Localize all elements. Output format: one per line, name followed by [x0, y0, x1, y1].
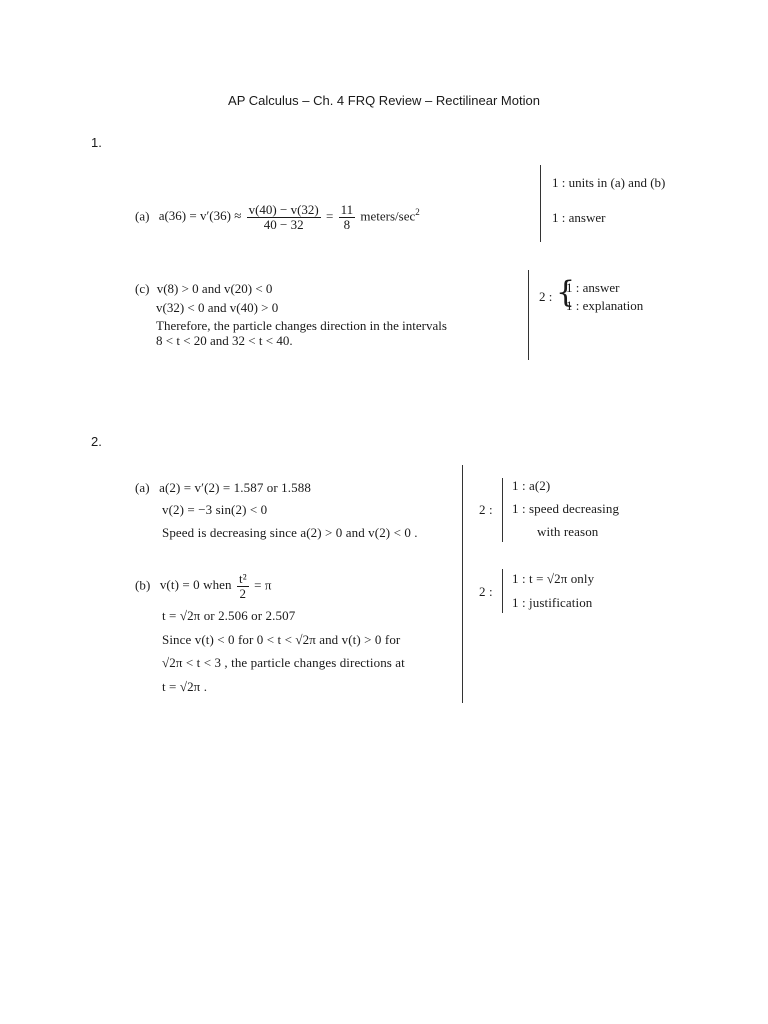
q1c-line-2: v(32) < 0 and v(40) > 0: [156, 300, 279, 315]
q2b-frac-numerator: t²: [239, 571, 247, 586]
q1c-rubric-line-1: 1 : answer: [566, 280, 620, 295]
q1c-rubric-line-2: 1 : explanation: [566, 298, 644, 313]
q1a-rubric-line-2: 1 : answer: [552, 210, 606, 225]
q1a-label: (a): [135, 208, 150, 224]
q1c-rubric-brace: {: [556, 275, 576, 310]
q2a-rubric-line-1: 1 : a(2): [512, 478, 551, 493]
q2a-label: (a): [135, 480, 150, 495]
q1a-lhs: a(36) = v′(36) ≈: [158, 208, 242, 224]
q1-part-a: [135, 203, 420, 232]
q2-part-b: [135, 572, 272, 601]
q1c-label: (c): [135, 281, 150, 296]
q1a-frac2-denominator: 8: [343, 217, 351, 232]
q1a-unit-exponent: 2: [415, 207, 420, 218]
q2b-line-2: t = √2π or 2.506 or 2.507: [162, 608, 296, 623]
q1a-frac1-denominator: 40 − 32: [263, 217, 304, 232]
q1a-unit: meters/sec: [360, 208, 416, 224]
q1c-line-1: v(8) > 0 and v(20) < 0: [156, 281, 273, 296]
q2b-fraction: [237, 572, 249, 601]
q1a-frac2-numerator: 11: [340, 202, 354, 217]
q1a-rubric-line-1: 1 : units in (a) and (b): [552, 175, 666, 190]
q1a-frac1-numerator: v(40) − v(32): [248, 202, 319, 217]
q1a-fraction-1: [247, 203, 321, 232]
q1c-line-4: 8 < t < 20 and 32 < t < 40.: [156, 333, 293, 348]
q2b-label: (b): [135, 577, 151, 593]
q2-part-a: [135, 480, 311, 496]
q1-part-c: [135, 281, 272, 297]
q2a-rubric-line-2: 1 : speed decreasing: [512, 501, 620, 516]
q2b-rubric-line-2: 1 : justification: [512, 595, 593, 610]
q2a-line-3: Speed is decreasing since a(2) > 0 and v(2) < 0 .: [162, 525, 418, 540]
q1a-rubric-divider: [540, 165, 541, 242]
question-1-number: 1.: [91, 135, 102, 150]
q1c-rubric-divider: [528, 270, 529, 360]
q2a-line-2: v(2) = −3 sin(2) < 0: [162, 502, 268, 517]
q2b-line-4: √2π < t < 3 , the particle changes directions at: [162, 655, 405, 670]
q1a-equals: =: [326, 208, 334, 224]
q2-rubric-divider: [462, 465, 463, 703]
q2a-line-1: a(2) = v′(2) = 1.587 or 1.588: [159, 480, 311, 495]
q2b-line-1-pre: v(t) = 0 when: [159, 577, 232, 593]
q2b-frac-denominator: 2: [239, 586, 247, 601]
page-title: AP Calculus – Ch. 4 FRQ Review – Rectilinear Motion: [228, 93, 540, 108]
q2b-rubric-line-1: 1 : t = √2π only: [512, 571, 595, 586]
q2b-line-5: t = √2π .: [162, 679, 208, 694]
q2b-line-1-post: = π: [254, 577, 272, 593]
q2b-rubric-brace: [502, 569, 503, 613]
q2a-rubric-brace: [502, 478, 503, 542]
q1c-rubric-points: 2 :: [539, 289, 553, 304]
question-2-number: 2.: [91, 434, 102, 449]
q1c-line-3: Therefore, the particle changes direction in the intervals: [156, 318, 447, 333]
q1a-fraction-2: [339, 203, 356, 232]
q2a-rubric-line-3: with reason: [537, 524, 599, 539]
q2a-rubric-points: 2 :: [479, 502, 493, 517]
q2b-line-3: Since v(t) < 0 for 0 < t < √2π and v(t) > 0 for: [162, 632, 401, 647]
q2b-rubric-points: 2 :: [479, 584, 493, 599]
